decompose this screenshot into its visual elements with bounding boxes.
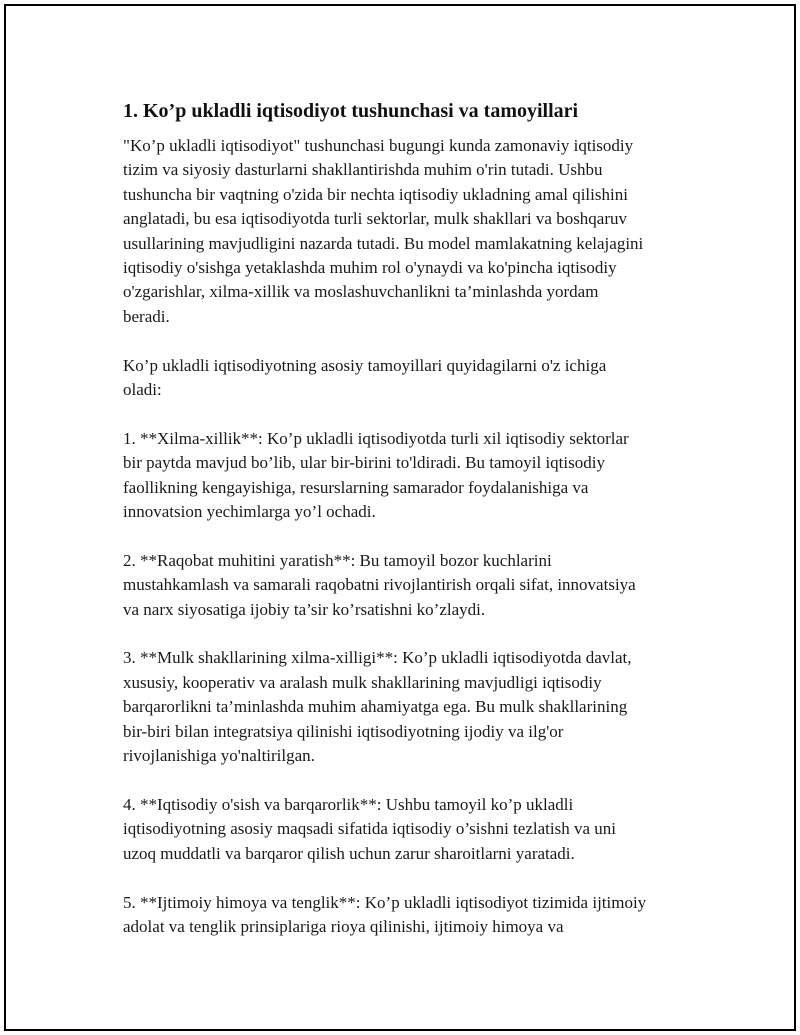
text-line: iqtisodiyotning asosiy maqsadi sifatida iqtisodiy o’sishni tezlatish va uni — [123, 819, 616, 839]
text-line: barqarorlikni ta’minlashda muhim ahamiyatga ega. Bu mulk shakllarining — [123, 697, 628, 717]
text-line: beradi. — [123, 306, 170, 326]
text-line: rivojlanishiga yo'naltirilgan. — [123, 746, 315, 766]
paragraph-principle-4 — [123, 793, 703, 866]
text-line: iqtisodiy o'sishga yetaklashda muhim rol o'ynaydi va ko'pincha iqtisodiy — [123, 258, 617, 278]
text-line: anglatadi, bu esa iqtisodiyotda turli sektorlar, mulk shakllari va boshqaruv — [123, 209, 628, 229]
text-line: usullarining mavjudligini nazarda tutadi. Bu model mamlakatning kelajagini — [123, 233, 644, 253]
document-page — [4, 4, 796, 1031]
text-line: faollikning kengayishiga, resurslarning samarador foydalanishiga va — [123, 477, 589, 497]
text-line: bir paytda mavjud bo’lib, ular bir-birini to'ldiradi. Bu tamoyil iqtisodiy — [123, 453, 605, 473]
text-line: tizim va siyosiy dasturlarni shakllantirishda muhim o'rin tutadi. Ushbu — [123, 160, 603, 180]
text-line: mustahkamlash va samarali raqobatni rivojlantirish orqali sifat, innovatsiya — [123, 575, 636, 595]
text-line: bir-biri bilan integratsiya qilinishi iqtisodiyotning ijodiy va ilg'or — [123, 721, 564, 741]
paragraph-intro — [123, 134, 703, 329]
paragraph-principle-1 — [123, 427, 703, 525]
paragraph-principle-5 — [123, 891, 703, 940]
paragraph-principles-intro — [123, 354, 703, 403]
document-body — [123, 98, 703, 964]
section-title: 1. Ko’p ukladli iqtisodiyot tushunchasi va tamoyillari — [123, 100, 579, 122]
text-line: 5. **Ijtimoiy himoya va tenglik**: Ko’p ukladli iqtisodiyot tizimida ijtimoiy — [123, 892, 647, 912]
text-line: adolat va tenglik prinsiplariga rioya qilinishi, ijtimoiy himoya va — [123, 916, 564, 936]
paragraph-principle-2 — [123, 549, 703, 622]
text-line: tushuncha bir vaqtning o'zida bir nechta iqtisodiy ukladning amal qilishini — [123, 184, 628, 204]
text-line: 4. **Iqtisodiy o'sish va barqarorlik**: Ushbu tamoyil ko’p ukladli — [123, 794, 574, 814]
text-line: innovatsion yechimlarga yo’l ochadi. — [123, 502, 376, 522]
text-line: uzoq muddatli va barqaror qilish uchun zarur sharoitlarni yaratadi. — [123, 843, 575, 863]
text-line: Ko’p ukladli iqtisodiyotning asosiy tamoyillari quyidagilarni o'z ichiga — [123, 355, 607, 375]
text-line: 1. **Xilma-xillik**: Ko’p ukladli iqtisodiyotda turli xil iqtisodiy sektorlar — [123, 428, 629, 448]
text-line: va narx siyosatiga ijobiy ta’sir ko’rsatishni ko’zlaydi. — [123, 599, 486, 619]
paragraph-principle-3 — [123, 646, 703, 768]
text-line: 2. **Raqobat muhitini yaratish**: Bu tamoyil bozor kuchlarini — [123, 550, 552, 570]
text-line: 3. **Mulk shakllarining xilma-xilligi**: Ko’p ukladli iqtisodiyotda davlat, — [123, 648, 632, 668]
text-line: xususiy, kooperativ va aralash mulk shakllarining mavjudligi iqtisodiy — [123, 672, 602, 692]
text-line: o'zgarishlar, xilma-xillik va moslashuvchanlikni ta’minlashda yordam — [123, 282, 599, 302]
text-line: oladi: — [123, 380, 162, 400]
text-line: "Ko’p ukladli iqtisodiyot" tushunchasi bugungi kunda zamonaviy iqtisodiy — [123, 136, 634, 155]
